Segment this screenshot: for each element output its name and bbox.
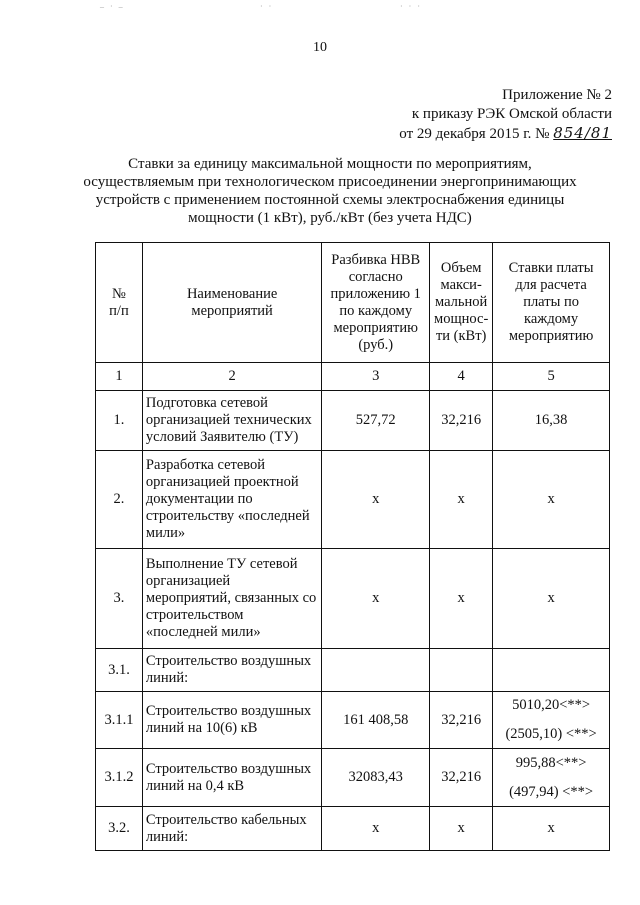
title-line: Ставки за единицу максимальной мощности по мероприятиям, — [128, 156, 532, 172]
scan-noise: – · – — [100, 2, 125, 11]
table-row — [96, 649, 610, 692]
header-line: платы по — [523, 294, 579, 310]
row-rate: 16,38 — [493, 391, 610, 451]
row-rate — [493, 649, 610, 692]
row-power: 32,216 — [430, 692, 493, 749]
header-line: (руб.) — [358, 336, 394, 353]
header-nvv — [322, 243, 430, 363]
row-name: Подготовка сетевой организацией технических условий Заявителю (ТУ) — [142, 391, 321, 451]
header-number — [96, 243, 143, 363]
row-rate: х — [493, 807, 610, 851]
table-row — [96, 451, 610, 549]
scan-noise: · · — [260, 2, 274, 11]
row-name: Выполнение ТУ сетевой организацией мероприятий, связанных со строительством «последней мили» — [142, 549, 321, 649]
header-line: ти (кВт) — [435, 328, 487, 344]
appendix-line-3 — [399, 124, 612, 144]
header-line: Разбивка НВВ — [331, 251, 421, 268]
header-line: Ставки платы — [508, 260, 594, 276]
title-line: устройств с применением постоянной схемы электроснабжения единицы — [95, 192, 565, 208]
row-nvv: х — [322, 807, 430, 851]
row-nvv: 32083,43 — [322, 749, 430, 807]
column-number: 4 — [430, 363, 493, 391]
order-number: 854/81 — [553, 124, 612, 142]
row-number: 3.1.2 — [96, 749, 143, 807]
header-line: мероприятию — [508, 328, 594, 344]
header-line: мощнос- — [434, 311, 489, 327]
row-number: 1. — [96, 391, 143, 451]
column-number: 1 — [96, 363, 143, 391]
table-row — [96, 549, 610, 649]
row-rate — [493, 692, 610, 749]
row-nvv: 161 408,58 — [322, 692, 430, 749]
rates-table — [95, 242, 610, 851]
table-header-row — [96, 243, 610, 363]
row-name: Строительство воздушных линий на 10(6) кВ — [142, 692, 321, 749]
header-name — [142, 243, 321, 363]
appendix-date: от 29 декабря 2015 г. № — [399, 126, 554, 142]
row-nvv: 527,72 — [322, 391, 430, 451]
rate-value-alt: (2505,10) <**> — [505, 726, 597, 742]
row-name: Разработка сетевой организацией проектной документации по строительству «последней мили» — [142, 451, 321, 549]
row-name: Строительство кабельных линий: — [142, 807, 321, 851]
header-line: согласно — [348, 268, 403, 285]
header-line: мероприятий — [191, 302, 273, 319]
row-nvv: х — [322, 549, 430, 649]
row-number: 3.2. — [96, 807, 143, 851]
header-line: по каждому — [339, 302, 413, 319]
rate-value: 995,88<**> — [515, 754, 587, 771]
table-row — [96, 749, 610, 807]
appendix-line-1: Приложение № 2 — [502, 87, 612, 103]
row-number: 3.1. — [96, 649, 143, 692]
row-power: 32,216 — [430, 749, 493, 807]
column-number-row — [96, 363, 610, 391]
page-number: 10 — [313, 40, 327, 55]
row-number: 3. — [96, 549, 143, 649]
scan-noise: · · · — [400, 2, 422, 11]
header-line: для расчета — [515, 277, 587, 293]
row-power: х — [430, 549, 493, 649]
header-line: п/п — [109, 302, 129, 319]
header-rate — [493, 243, 610, 363]
row-nvv: х — [322, 451, 430, 549]
header-line: Наименование — [186, 285, 278, 302]
table-row — [96, 692, 610, 749]
appendix-line-2: к приказу РЭК Омской области — [411, 106, 612, 122]
table-row — [96, 807, 610, 851]
document-title — [60, 155, 600, 227]
rate-pair — [496, 755, 606, 801]
rate-pair — [496, 697, 606, 743]
row-rate: х — [493, 549, 610, 649]
table-row — [96, 391, 610, 451]
row-rate: х — [493, 451, 610, 549]
column-number: 3 — [322, 363, 430, 391]
row-number: 2. — [96, 451, 143, 549]
row-power: х — [430, 807, 493, 851]
row-name: Строительство воздушных линий: — [142, 649, 321, 692]
header-line: каждому — [524, 311, 579, 327]
header-line: макси- — [440, 277, 482, 293]
title-line: мощности (1 кВт), руб./кВт (без учета НДС) — [188, 210, 472, 226]
header-power — [430, 243, 493, 363]
row-power — [430, 649, 493, 692]
header-line: мальной — [435, 294, 488, 310]
row-nvv — [322, 649, 430, 692]
rate-value-alt: (497,94) <**> — [509, 783, 594, 800]
row-rate — [493, 749, 610, 807]
row-number: 3.1.1 — [96, 692, 143, 749]
column-number: 2 — [142, 363, 321, 391]
title-line: осуществляемым при технологическом присоединении энергопринимающих — [83, 174, 577, 190]
header-line: мероприятию — [333, 319, 418, 336]
column-number: 5 — [493, 363, 610, 391]
row-power: 32,216 — [430, 391, 493, 451]
row-name: Строительство воздушных линий на 0,4 кВ — [142, 749, 321, 807]
header-line: № — [112, 285, 126, 302]
row-power: х — [430, 451, 493, 549]
appendix-block — [399, 86, 612, 144]
header-line: приложению 1 — [330, 285, 421, 302]
rate-value: 5010,20<**> — [512, 697, 591, 713]
header-line: Объем — [440, 260, 482, 276]
